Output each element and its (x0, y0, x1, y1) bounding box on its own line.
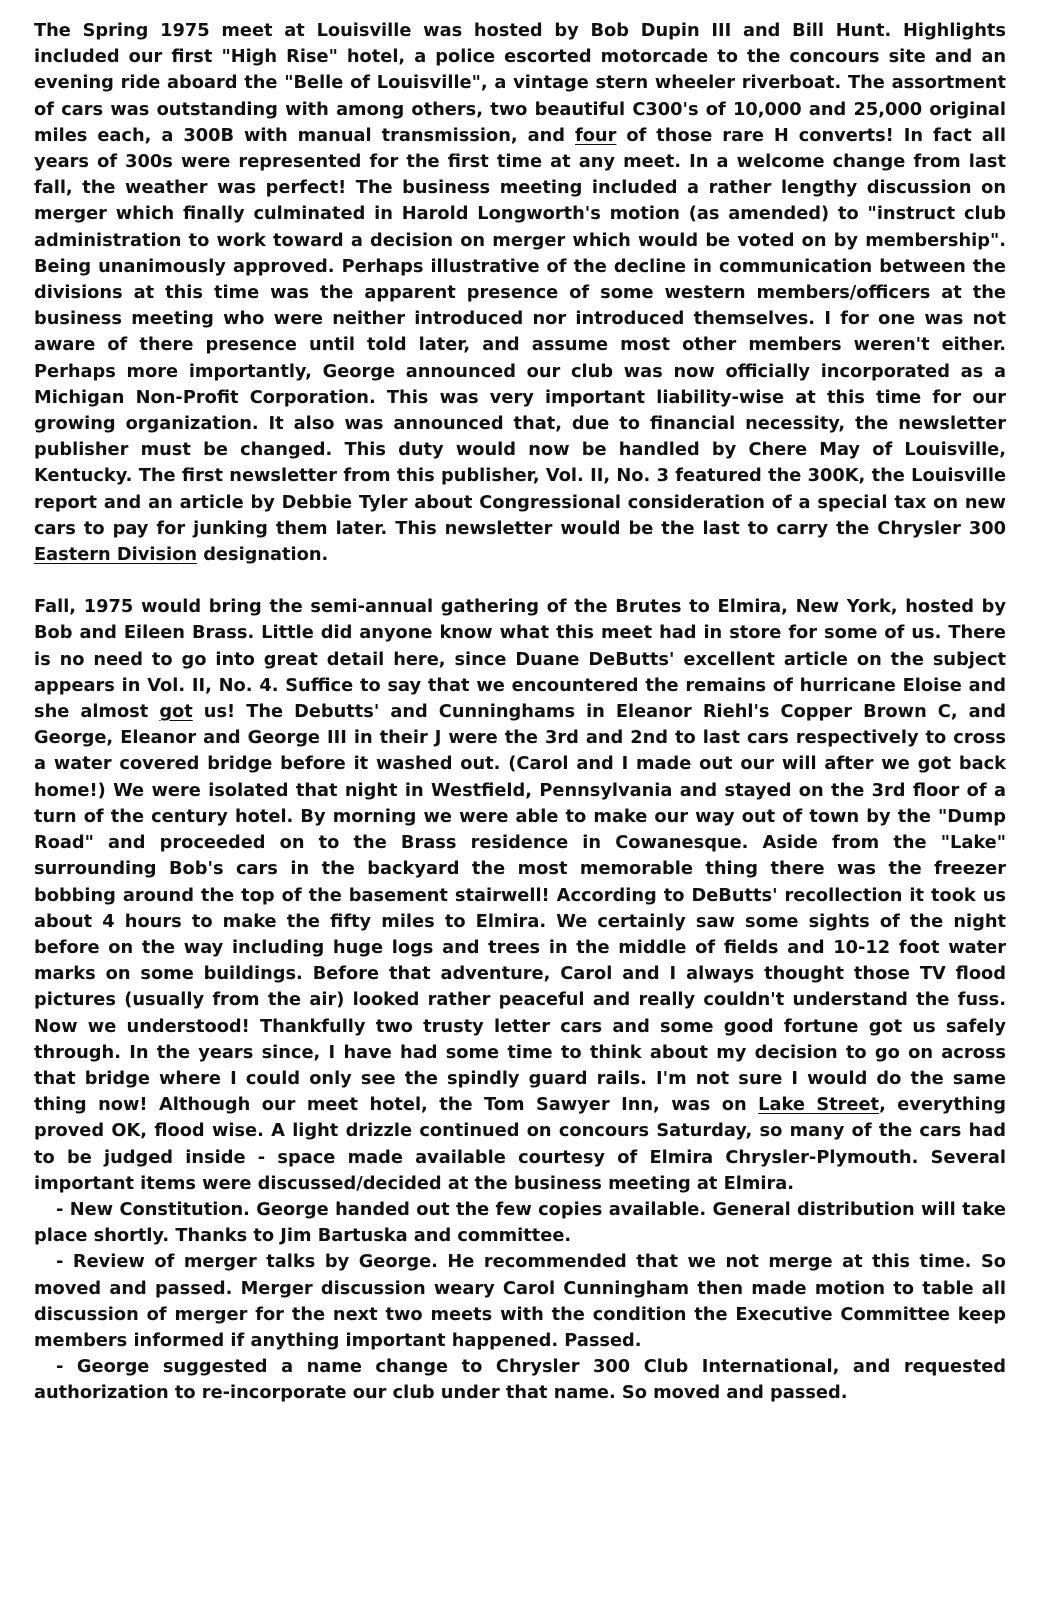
list-item-new-constitution: - New Constitution. George handed out the few copies available. General distribution will take place shortly. Thanks to Jim Bartuska and committee. (34, 1198, 1006, 1247)
paragraph-2-text-c: , everything proved OK, flood wise. A light drizzle continued on concours Saturday, so many of the cars had to be judged inside - space made available courtesy of Elmira Chrysler-Plymouth. Several important items were discussed/decided at the business meeting at Elmira. (34, 1094, 1007, 1194)
paragraph-2-text-b: us! The Debutts' and Cunninghams in Eleanor Riehl's Copper Brown C, and George, Eleanor and George III in their J were the 3rd and 2nd to last cars respectively to cross a water covered bridge before it washed out. (Carol and I made out our will after we got back home!) We were isolated that night in Westfield, Pennsylvania and stayed on the 3rd floor of a turn of the century hotel. By morning we were able to make our way out of town by the "Dump Road" and proceeded on to the Brass residence in Cowanesque. Aside from the "Lake" surrounding Bob's cars in the backyard the most memorable thing there was the freezer bobbing around the top of the basement stairwell! According to DeButts' recollection it took us about 4 hours to make the fifty miles to Elmira. We certainly saw some sights of the night before on the way including huge logs and trees in the middle of fields and 10-12 foot water marks on some buildings. Before that adventure, Carol and I always thought those TV flood pictures (usually from the air) looked rather peaceful and really couldn't understand the fuss. Now we understood! Thankfully two trusty letter cars and some good fortune got us safely through. In the years since, I have had some time to think about my decision to go on across that bridge where I could only see the spindly guard rails. I'm not sure I would do the same thing now! Although our meet hotel, the Tom Sawyer Inn, was on (34, 701, 1007, 1116)
paragraph-fall-1975 (34, 594, 1006, 1197)
document-page (34, 18, 1006, 1407)
paragraph-1-text-c: designation. (197, 544, 329, 566)
paragraph-1-text-b: of those rare H converts! In fact all years of 300s were represented for the first time at any meet. In a welcome change from last fall, the weather was perfect! The business meeting included a rather lengthy discussion on merger which finally culminated in Harold Longworth's motion (as amended) to "instruct club administration to work toward a decision on merger which would be voted on by membership". Being unanimously approved. Perhaps illustrative of the decline in communication between the divisions at this time was the apparent presence of some western members/officers at the business meeting who were neither introduced nor introduced themselves. I for one was not aware of there presence until told later, and assume most other members weren't either. Perhaps more importantly, George announced our club was now officially incorporated as a Michigan Non-Profit Corporation. This was very important liability-wise at this time for our growing organization. It also was announced that, due to financial necessity, the newsletter publisher must be changed. This duty would now be handled by Chere May of Louisville, Kentucky. The first newsletter from this publisher, Vol. II, No. 3 featured the 300K, the Louisville report and an article by Debbie Tyler about Congressional consideration of a special tax on new cars to pay for junking them later. This newsletter would be the last to carry the Chrysler 300 (34, 124, 1006, 539)
underlined-lake-street: Lake Street (758, 1094, 880, 1116)
list-item-name-change: - George suggested a name change to Chrysler 300 Club International, and requested authorization to re-incorporate our club under that name. So moved and passed. (34, 1356, 1006, 1404)
paragraph-1-text-a: The Spring 1975 meet at Louisville was hosted by Bob Dupin III and Bill Hunt. Highlights included our first "High Rise" hotel, a police escorted motorcade to the concours site and an evening ride aboard the "Belle of Louisville", a vintage stern wheeler riverboat. The assortment of cars was outstanding with among others, two beautiful C300's of 10,000 and 25,000 original miles each, a 300B with manual transmission, and (34, 20, 1006, 146)
paragraph-spring-1975 (34, 18, 1006, 568)
underlined-four: four (574, 124, 617, 146)
list-item-merger-review: - Review of merger talks by George. He recommended that we not merge at this time. So moved and passed. Merger discussion weary Carol Cunningham then made motion to table all discussion of merger for the next two meets with the condition the Executive Committee keep members informed if anything important happened. Passed. (34, 1251, 1006, 1351)
underlined-eastern-division: Eastern Division (34, 544, 198, 566)
paragraph-2-text-a: Fall, 1975 would bring the semi-annual gathering of the Brutes to Elmira, New York, hosted by Bob and Eileen Brass. Little did anyone know what this meet had in store for some of us. There is no need to go into great detail here, since Duane DeButts' excellent article on the subject appears in Vol. II, No. 4. Suffice to say that we encountered the remains of hurricane Eloise and she almost (34, 596, 1006, 723)
underlined-got: got (159, 701, 193, 723)
